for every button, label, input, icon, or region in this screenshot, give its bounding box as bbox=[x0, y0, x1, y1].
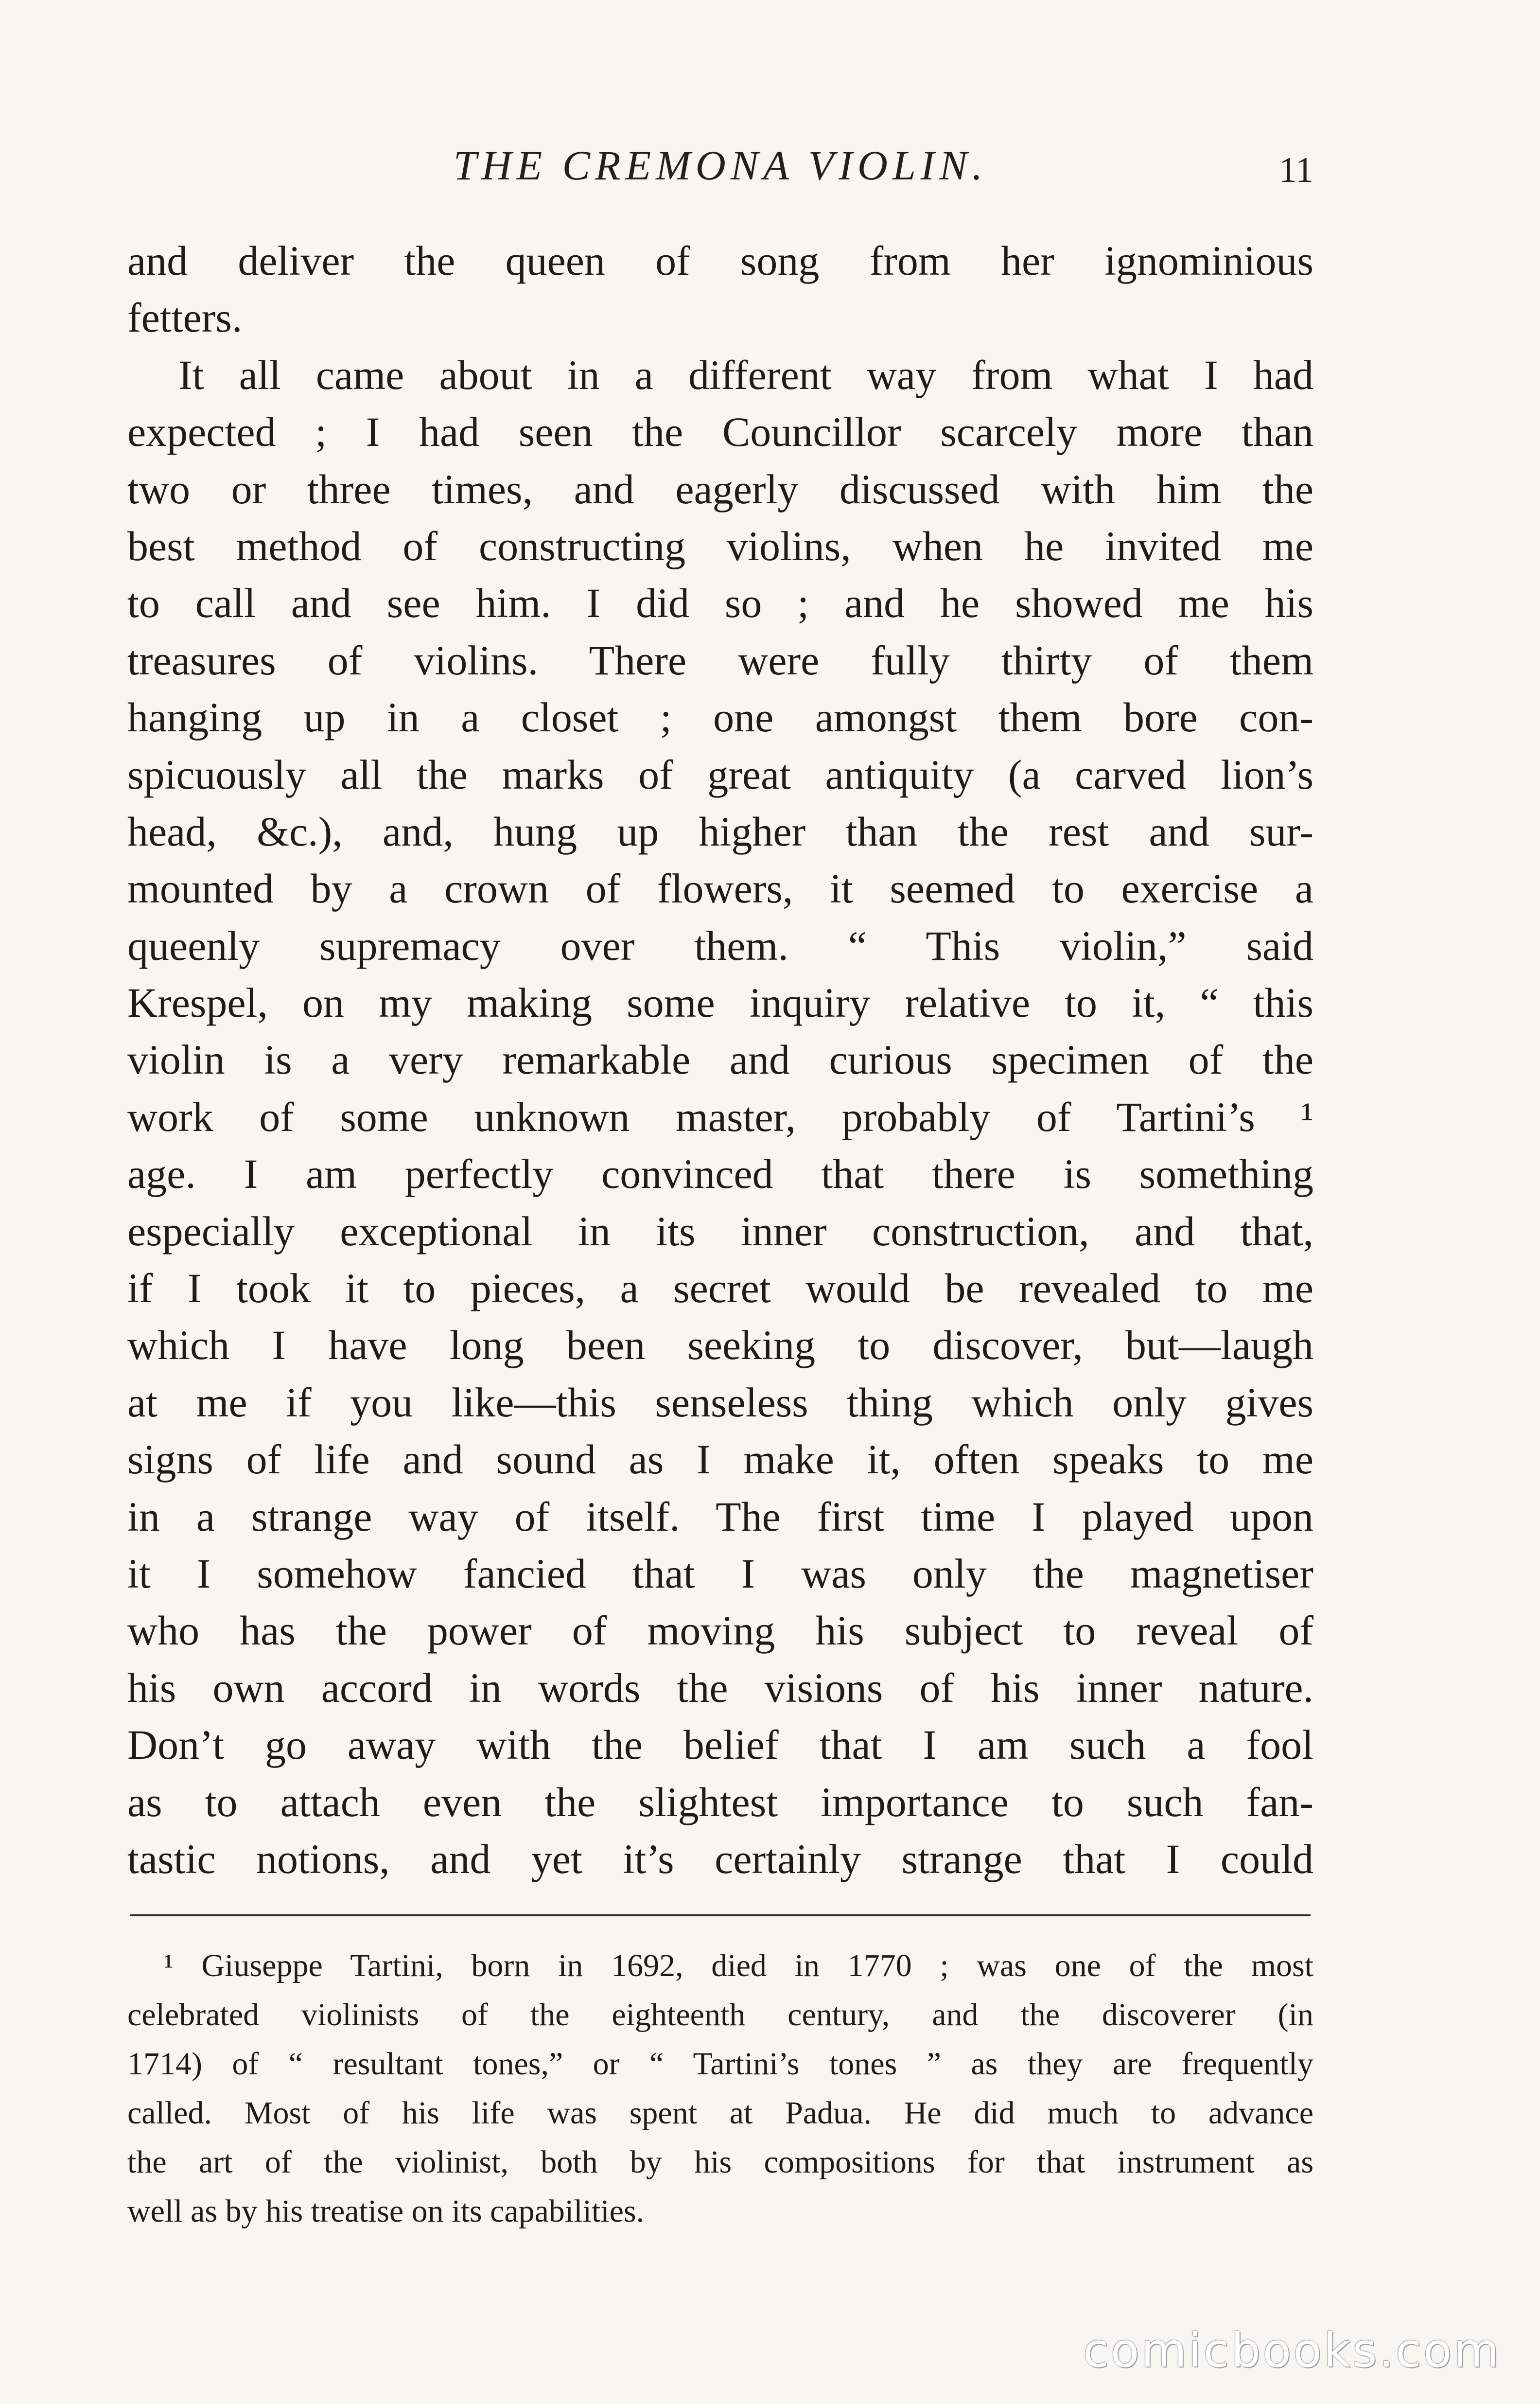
text-line: and deliver the queen of song from her ignominious bbox=[127, 237, 1313, 284]
text-line: who has the power of moving his subject to reveal of bbox=[127, 1607, 1313, 1654]
text-line: two or three times, and eagerly discussed with him the bbox=[127, 465, 1313, 513]
text-line: Don’t go away with the belief that I am such a fool bbox=[127, 1721, 1313, 1768]
text-line: queenly supremacy over them. “ This violin,” said bbox=[127, 922, 1313, 969]
text-line: his own accord in words the visions of his inner nature. bbox=[127, 1664, 1313, 1711]
text-line: It all came about in a different way from what I had bbox=[178, 351, 1313, 398]
footnote-divider bbox=[130, 1914, 1311, 1916]
text-line: head, &c.), and, hung up higher than the rest and sur- bbox=[127, 808, 1313, 855]
text-line: work of some unknown master, probably of Tartini’s ¹ bbox=[127, 1093, 1313, 1140]
text-line: fetters. bbox=[127, 294, 243, 341]
text-line: especially exceptional in its inner construction, and that, bbox=[127, 1207, 1313, 1255]
running-title: THE CREMONA VIOLIN. bbox=[453, 142, 988, 189]
footnote-line: 1714) of “ resultant tones,” or “ Tartini’s tones ” as they are frequently bbox=[127, 2046, 1313, 2082]
text-line: as to attach even the slightest importance to such fan- bbox=[127, 1778, 1313, 1825]
text-line: spicuously all the marks of great antiquity (a carved lion’s bbox=[127, 751, 1313, 798]
text-line: signs of life and sound as I make it, often speaks to me bbox=[127, 1436, 1313, 1483]
text-line: Krespel, on my making some inquiry relative to it, “ this bbox=[127, 979, 1313, 1026]
footnote-line: celebrated violinists of the eighteenth century, and the discoverer (in bbox=[127, 1997, 1313, 2033]
page-header bbox=[127, 141, 1313, 199]
text-line: age. I am perfectly convinced that there is something bbox=[127, 1150, 1313, 1198]
footnote-line: ¹ Giuseppe Tartini, born in 1692, died in 1770 ; was one of the most bbox=[164, 1948, 1313, 1983]
body-text bbox=[127, 232, 1313, 1888]
text-line: treasures of violins. There were fully thirty of them bbox=[127, 636, 1313, 684]
text-line: tastic notions, and yet it’s certainly strange that I could bbox=[127, 1835, 1313, 1882]
text-line: at me if you like—this senseless thing which only gives bbox=[127, 1379, 1313, 1426]
text-line: best method of constructing violins, when he invited me bbox=[127, 522, 1313, 569]
watermark: comicbooks.com bbox=[1083, 2323, 1501, 2378]
footnote-line: well as by his treatise on its capabilities. bbox=[127, 2193, 645, 2229]
text-line: in a strange way of itself. The first time I played upon bbox=[127, 1493, 1313, 1540]
text-line: hanging up in a closet ; one amongst them bore con- bbox=[127, 694, 1313, 741]
footnote-line: the art of the violinist, both by his compositions for that instrument as bbox=[127, 2144, 1313, 2180]
text-line: violin is a very remarkable and curious specimen of the bbox=[127, 1036, 1313, 1083]
text-line: which I have long been seeking to discover, but—laugh bbox=[127, 1322, 1313, 1369]
footnote-line: called. Most of his life was spent at Padua. He did much to advance bbox=[127, 2095, 1313, 2131]
text-line: it I somehow fancied that I was only the magnetiser bbox=[127, 1550, 1313, 1597]
text-line: mounted by a crown of flowers, it seemed to exercise a bbox=[127, 865, 1313, 912]
text-line: if I took it to pieces, a secret would be revealed to me bbox=[127, 1265, 1313, 1312]
page-number: 11 bbox=[1278, 150, 1313, 190]
footnote bbox=[127, 1941, 1313, 2236]
text-line: to call and see him. I did so ; and he showed me his bbox=[127, 580, 1313, 627]
text-line: expected ; I had seen the Councillor scarcely more than bbox=[127, 408, 1313, 456]
